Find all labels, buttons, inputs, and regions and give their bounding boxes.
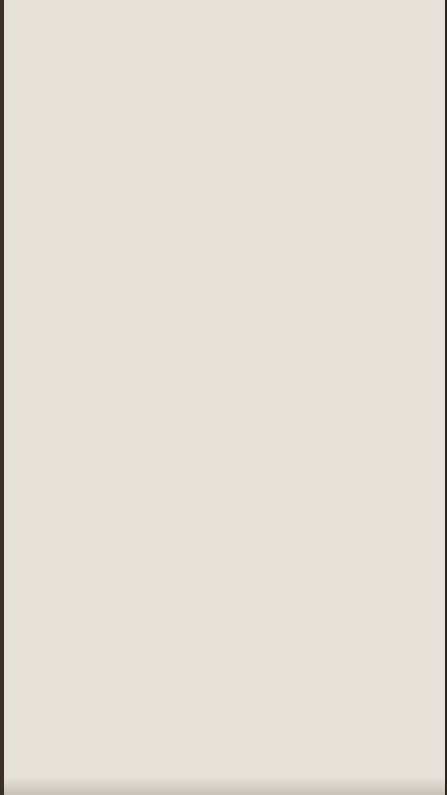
page-bottom-shadow [4,777,445,795]
document-page [4,0,445,795]
page-content [22,44,428,111]
